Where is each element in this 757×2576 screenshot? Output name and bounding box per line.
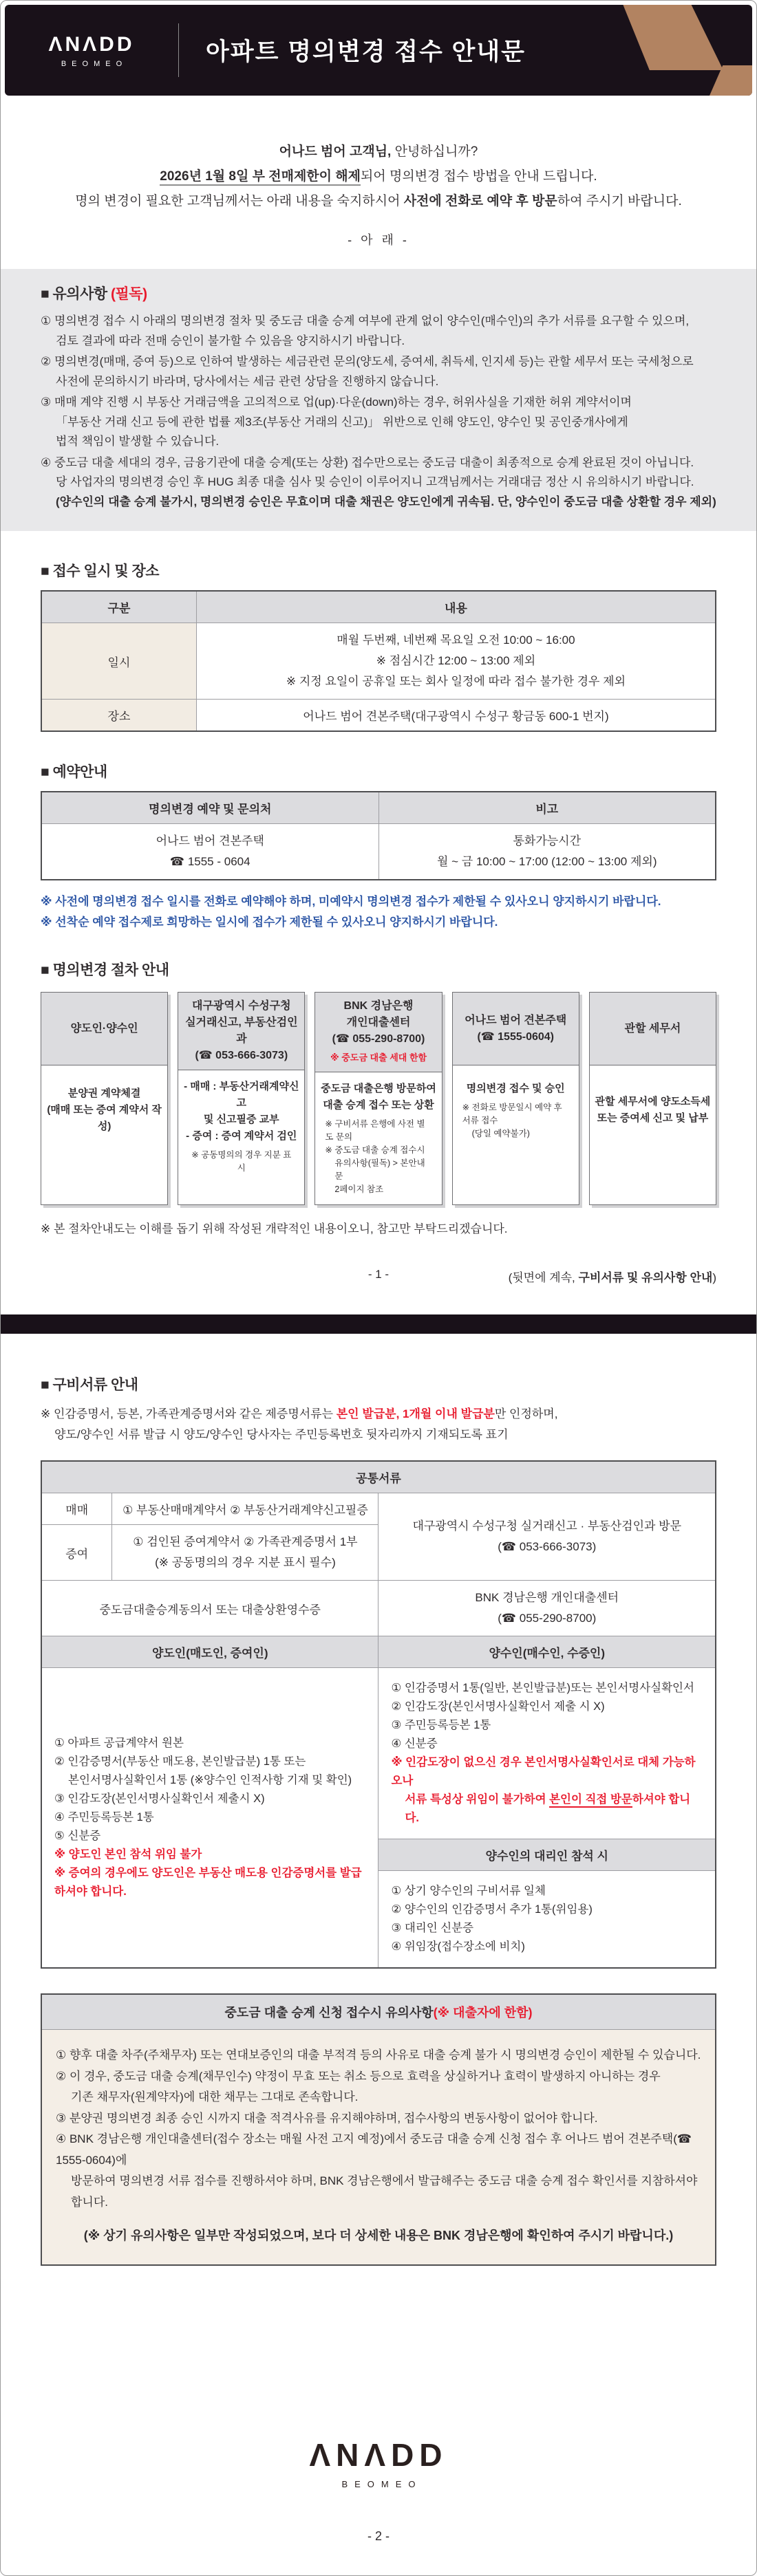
documents-note (41, 1404, 716, 1445)
procedure-step-1-header: 양도인·양수인 (41, 993, 167, 1065)
documents-section (41, 1374, 716, 1394)
page1-number: - 1 - (367, 1268, 390, 1281)
schedule-col-header-content: 내용 (196, 591, 716, 623)
page1-footer (41, 1268, 716, 1286)
loan-notice-header: 중도금 대출 승계 신청 접수시 유의사항(※ 대출자에 한함) (41, 1994, 716, 2030)
documents-transferee-header: 양수인(매수인, 수증인) (378, 1636, 716, 1668)
documents-table-wrap (41, 1460, 716, 1969)
page2-number: - 2 - (367, 2529, 390, 2543)
documents-visit-office: 대구광역시 수성구청 실거래신고 · 부동산검인과 방문 (☎ 053-666-3073) (378, 1493, 716, 1581)
documents-table (41, 1460, 716, 1969)
schedule-table (41, 590, 716, 732)
notice-section (1, 269, 756, 531)
notice-item-4: ④ 중도금 대출 세대의 경우, 금융기관에 대출 승계(또는 상환) 접수만으로는 중도금 대출이 최종적으로 승계 완료된 것이 아닙니다. 당 사업자의 명의변경 승인 후 HUG 최종 대출 심사 및 승인이 이루어지니 고객님께서는 거래대금 정산 시 유의하시기 바랍니다. (양수인의 대출 승계 불가시, 명의변경 승인은 무효이며 대출 채권은 양도인에게 귀속됨. 단, 양수인이 중도금 대출 상환할 경우 제외) (41, 455, 716, 508)
procedure-step-3-body: 중도금 대출은행 방문하여 대출 승계 접수 또는 상환 ※ 구비서류 은행에 사전 별도 문의 ※ 중도금 대출 승계 접수시 유의사항(필독) > 본안내문 2페이지 참조 (315, 1072, 441, 1204)
reservation-section (41, 761, 716, 880)
procedure-step-2-body: - 매매 : 부동산거래계약신고 및 신고필증 교부 - 증여 : 증여 계약서 검인 ※ 공동명의의 경우 지분 표시 (184, 1081, 299, 1173)
page-divider-bar (1, 1314, 756, 1334)
notice-heading: ■ 유의사항 (필독) (41, 286, 147, 302)
notice-item-2: ② 명의변경(매매, 증여 등)으로 인하여 발생하는 세금관련 문의(양도세, 증여세, 취득세, 인지세 등)는 관할 세무서 또는 국세청으로 사전에 문의하시기 바라며, 당사에서는 세금 관련 상담을 진행하지 않습니다. (41, 355, 694, 388)
loan-notice-item-1: ① 향후 대출 차주(주채무자) 또는 연대보증인의 대출 부적격 등의 사유로 대출 승계 불가 시 명의변경 승인이 제한될 수 있습니다. (56, 2048, 701, 2061)
schedule-place-value: 어나드 범어 견본주택(대구광역시 수성구 황금동 600-1 번지) (196, 700, 716, 732)
page1-continue-note: (뒷면에 계속, 구비서류 및 유의사항 안내) (508, 1271, 716, 1284)
notice-heading-required: (필독) (111, 286, 147, 302)
documents-loan-doc: 중도금대출승계동의서 또는 대출상환영수증 (41, 1581, 378, 1636)
documents-proxy-header: 양수인의 대리인 참석 시 (378, 1839, 716, 1871)
reservation-note-2: ※ 선착순 예약 접수제로 희망하는 일시에 접수가 제한될 수 있사오니 양지하시기 바랍니다. (41, 916, 498, 929)
loan-notice-item-4: ④ BNK 경남은행 개인대출센터(접수 장소는 매월 사전 고지 예정)에서 중도금 대출 승계 신청 접수 후 어나드 범어 견본주택(☎ 1555-0604)에 방문하여 명의변경 서류 접수를 진행하셔야 하며, BNK 경남은행에서 발급해주는 중도금 대출 승계 접수 확인서를 지참하셔야 합니다. (56, 2132, 698, 2209)
brand-logo (5, 33, 178, 68)
loan-notice-item-2: ② 이 경우, 중도금 대출 승계(채무인수) 약정이 무효 또는 취소 등으로 효력을 상실하거나 효력이 발생하지 아니하는 경우 기존 채무자(원계약자)에 대한 채무는 그대로 존속합니다. (56, 2069, 661, 2103)
intro-greeting (1, 140, 756, 214)
notice-item-1: ① 명의변경 접수 시 아래의 명의변경 절차 및 중도금 대출 승계 여부에 관계 없이 양수인(매수인)의 추가 서류를 요구할 수 있으며, 검토 결과에 따라 전매 승인이 불가할 수 있음을 양지하시기 바랍니다. (41, 314, 690, 347)
procedure-step-3-notes: ※ 구비서류 은행에 사전 별도 문의 ※ 중도금 대출 승계 접수시 유의사항(필독) > 본안내문 2페이지 참조 (325, 1119, 425, 1194)
page-header (5, 5, 752, 96)
procedure-step-4-notes: ※ 전화로 방문일시 예약 후 서류 접수 (당일 예약불가) (462, 1102, 562, 1138)
loan-notice-header-red: (※ 대출자에 한함) (433, 2006, 533, 2020)
loan-notice-section (41, 1993, 716, 2266)
documents-row-label-sale: 매매 (41, 1493, 112, 1525)
footer-brand-logo-text: ΛNΛDD (309, 2436, 448, 2473)
reservation-remark-value: 통화가능시간 월 ~ 금 10:00 ~ 17:00 (12:00 ~ 13:00 제외) (378, 824, 716, 880)
documents-proxy-list: ① 상기 양수인의 구비서류 일체 ② 양수인의 인감증명서 추가 1통(위임용) ③ 대리인 신분증 ④ 위임장(접수장소에 비치) (378, 1871, 716, 1969)
table-row (41, 623, 716, 700)
loan-notice-table (41, 1993, 716, 2266)
notice-items (41, 312, 716, 512)
procedure-step-4-header: 어나드 범어 견본주택 (☎ 1555-0604) (453, 993, 579, 1065)
procedure-step-5-header: 관할 세무서 (590, 993, 716, 1065)
table-row (41, 824, 716, 880)
intro-line-3: 명의 변경이 필요한 고객님께서는 아래 내용을 숙지하시어 사전에 전화로 예약 후 방문하여 주시기 바랍니다. (75, 194, 682, 208)
documents-note-line-2: 양도/양수인 서류 발급 시 양도/양수인 당사자는 주민등록번호 뒷자리까지 기재되도록 표기 (54, 1428, 509, 1441)
below-marker: - 아 래 - (348, 233, 409, 247)
reservation-heading: ■ 예약안내 (41, 764, 107, 780)
procedure-footnote: ※ 본 절차안내도는 이해를 돕기 위해 작성된 개략적인 내용이오니, 참고만 부탁드리겠습니다. (41, 1222, 508, 1235)
notice-item-3: ③ 매매 계약 진행 시 부동산 거래금액을 고의적으로 업(up)·다운(down)하는 경우, 허위사실을 기재한 허위 계약서이며 「부동산 거래 신고 등에 관한 법률 제3조(부동산 거래의 신고)」 위반으로 인해 양도인, 양수인 및 공인중개사에게 법적 책임이 발생할 수 있습니다. (41, 396, 632, 448)
loan-notice-closing: (※ 상기 유의사항은 일부만 작성되었으며, 보다 더 상세한 내용은 BNK 경남은행에 확인하여 주시기 바랍니다.) (83, 2229, 674, 2242)
procedure-section (41, 959, 716, 979)
documents-gift-docs: ① 검인된 증여계약서 ② 가족관계증명서 1부 (※ 공동명의의 경우 지분 표시 필수) (112, 1525, 378, 1581)
documents-sale-docs: ① 부동산매매계약서 ② 부동산거래계약신고필증 (112, 1493, 378, 1525)
procedure-step-1-body: 분양권 계약체결 (매매 또는 증여 계약서 작성) (47, 1087, 162, 1132)
reservation-contact-value: 어나드 범어 견본주택 ☎ 1555 - 0604 (41, 824, 378, 880)
procedure-step-5-body: 관할 세무서에 양도소득세 또는 증여세 신고 및 납부 (595, 1096, 711, 1124)
procedure-steps (41, 992, 716, 1205)
documents-heading: ■ 구비서류 안내 (41, 1377, 138, 1393)
table-row (41, 1493, 716, 1525)
schedule-section (41, 560, 716, 732)
procedure-heading: ■ 명의변경 절차 안내 (41, 962, 169, 978)
schedule-heading: ■ 접수 일시 및 장소 (41, 563, 160, 579)
documents-note-line-1: ※ 인감증명서, 등본, 가족관계증명서와 같은 제증명서류는 본인 발급분, 1개월 이내 발급분만 인정하며, (41, 1407, 558, 1420)
footer-brand-logo (1, 2436, 756, 2489)
procedure-step-2-header: 대구광역시 수성구청 실거래신고, 부동산검인과 (☎ 053-666-3073) (178, 993, 304, 1070)
documents-row-label-gift: 증여 (41, 1525, 112, 1581)
table-row (41, 1581, 716, 1636)
table-row (41, 700, 716, 732)
procedure-step-3 (314, 992, 442, 1205)
reservation-col-header-contact: 명의변경 예약 및 문의처 (41, 792, 378, 824)
documents-common-header: 공통서류 (41, 1461, 716, 1493)
procedure-step-4-body: 명의변경 접수 및 승인 ※ 전화로 방문일시 예약 후 서류 접수 (당일 예약불가) (453, 1065, 579, 1155)
procedure-step-4 (452, 992, 579, 1205)
schedule-datetime-value: 매월 두번째, 네번째 목요일 오전 10:00 ~ 16:00 ※ 점심시간 12:00 ~ 13:00 제외 ※ 지정 요일이 공휴일 또는 회사 일정에 따라 접수 불가한 경우 제외 (196, 623, 716, 700)
table-row (41, 1668, 716, 1839)
procedure-step-3-red-note: ※ 중도금 대출 세대 한함 (330, 1052, 427, 1063)
documents-transferee-list: ① 인감증명서 1통(일반, 본인발급분)또는 본인서명사실확인서 ② 인감도장(본인서명사실확인서 제출 시 X) ③ 주민등록등본 1통 ④ 신분증 ※ 인감도장이 없으신 경우 본인서명사실확인서로 대체 가능하오나 서류 특성상 위임이 불가하여 본인이 직접 방문하셔야 합니다. (378, 1668, 716, 1839)
reservation-notes (41, 891, 716, 933)
procedure-step-1 (41, 992, 168, 1205)
schedule-col-header-type: 구분 (41, 591, 196, 623)
intro-line-1: 어나드 범어 고객님, 안녕하십니까? (279, 144, 478, 159)
schedule-row-label-datetime: 일시 (41, 623, 196, 700)
procedure-step-2 (178, 992, 305, 1205)
intro-line-2: 2026년 1월 8일 부 전매제한이 해제되어 명의변경 접수 방법을 안내 드립니다. (1, 164, 756, 189)
schedule-row-label-place: 장소 (41, 700, 196, 732)
brand-logo-subtext: BEOMEO (61, 59, 128, 68)
loan-notice-item-3: ③ 분양권 명의변경 최종 승인 시까지 대출 적격사유를 유지해야하며, 접수사항의 변동사항이 없어야 합니다. (56, 2111, 598, 2125)
footer-brand-logo-subtext: BEOMEO (341, 2478, 423, 2489)
loan-notice-body (41, 2030, 716, 2265)
documents-transferee-red-line-2: 서류 특성상 위임이 불가하여 본인이 직접 방문하셔야 합니다. (405, 1793, 691, 1824)
reservation-note-1: ※ 사전에 명의변경 접수 일시를 전화로 예약해야 하며, 미예약시 명의변경 접수가 제한될 수 있사오니 양지하시기 바랍니다. (41, 895, 661, 908)
procedure-step-3-header: BNK 경남은행 개인대출센터 (☎ 055-290-8700) ※ 중도금 대출 세대 한함 (315, 993, 441, 1072)
page-title: 아파트 명의변경 접수 안내문 (206, 39, 526, 65)
reservation-col-header-remark: 비고 (378, 792, 716, 824)
reservation-table (41, 791, 716, 880)
procedure-step-5 (589, 992, 716, 1205)
documents-transferor-list: ① 아파트 공급계약서 원본 ② 인감증명서(부동산 매도용, 본인발급분) 1통 또는 본인서명사실확인서 1통 (※양수인 인적사항 기재 및 확인) ③ 인감도장(본인서명사실확인서 제출시 X) ④ 주민등록등본 1통 ⑤ 신분증 ※ 양도인 본인 참석 위임 불가 ※ 증여의 경우에도 양도인은 부동산 매도용 인감증명서를 발급하셔야 합니다. (41, 1668, 378, 1969)
documents-loan-center: BNK 경남은행 개인대출센터 (☎ 055-290-8700) (378, 1581, 716, 1636)
brand-logo-text: ΛNΛDD (48, 32, 135, 56)
documents-transferor-header: 양도인(매도인, 증여인) (41, 1636, 378, 1668)
